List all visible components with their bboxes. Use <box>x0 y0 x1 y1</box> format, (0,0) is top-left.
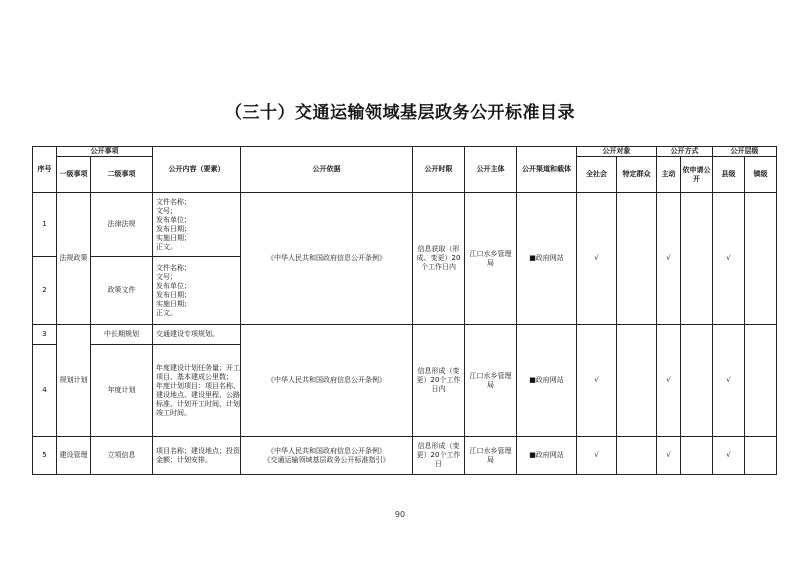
obj-all-cell: √ <box>577 325 617 437</box>
header-level-group: 公开层级 <box>713 147 777 157</box>
level2-cell: 立项信息 <box>91 437 153 475</box>
time-limit-cell: 信息形成（变更）20个工作日内 <box>413 325 465 437</box>
content-cell: 交通建设专项规划。 <box>153 325 241 345</box>
obj-specific-cell <box>617 193 657 325</box>
content-cell: 年度建设计划任务量；开工项目、基本建成公里数； 年度计划项目：项目名称、建设地点、建设里程、公路标准、计划开工时间、计划竣工时间。 <box>153 345 241 437</box>
content-cell: 项目名称；建设地点；投资金额；计划安排。 <box>153 437 241 475</box>
row-seq: 2 <box>33 257 57 325</box>
level2-cell: 法律法规 <box>91 193 153 257</box>
basis-cell: 《中华人民共和国政府信息公开条例》 <box>241 325 413 437</box>
header-items-group: 公开事项 <box>57 147 153 157</box>
page-title: （三十）交通运输领域基层政务公开标准目录 <box>225 103 575 123</box>
level1-cell: 规划计划 <box>57 325 91 437</box>
time-limit-cell: 信息获取（形成、变更）20个工作日内 <box>413 193 465 325</box>
header-level2: 二级事项 <box>91 157 153 193</box>
row-seq: 4 <box>33 345 57 437</box>
level1-cell: 建设管理 <box>57 437 91 475</box>
page-number: 90 <box>394 510 406 519</box>
basis-cell: 《中华人民共和国政府信息公开条例》 <box>241 193 413 325</box>
subject-cell: 江口水乡管理局 <box>465 437 517 475</box>
level-county-cell: √ <box>713 193 745 325</box>
subject-cell: 江口水乡管理局 <box>465 325 517 437</box>
method-apply-cell <box>681 193 713 325</box>
table-row <box>33 437 777 475</box>
standard-catalog-table <box>32 146 777 475</box>
channel-cell: ■政府网站 <box>517 193 577 325</box>
header-obj-specific: 特定群众 <box>617 157 657 193</box>
method-apply-cell <box>681 437 713 475</box>
method-active-cell: √ <box>657 325 681 437</box>
header-method-apply: 依申请公开 <box>681 157 713 193</box>
header-level-county: 县级 <box>713 157 745 193</box>
table-row <box>33 193 777 257</box>
level2-cell: 政策文件 <box>91 257 153 325</box>
level-town-cell <box>745 193 777 325</box>
table-row <box>33 325 777 345</box>
header-level1: 一级事项 <box>57 157 91 193</box>
obj-all-cell: √ <box>577 193 617 325</box>
header-object-group: 公开对象 <box>577 147 657 157</box>
channel-cell: ■政府网站 <box>517 437 577 475</box>
header-subject: 公开主体 <box>465 147 517 193</box>
content-cell: 文件名称； 文号； 发布单位； 发布日期； 实施日期； 正文。 <box>153 193 241 257</box>
header-time-limit: 公开时限 <box>413 147 465 193</box>
level2-cell: 年度计划 <box>91 345 153 437</box>
content-cell: 文件名称； 文号； 发布单位； 发布日期； 实施日期； 正文。 <box>153 257 241 325</box>
method-active-cell: √ <box>657 193 681 325</box>
basis-cell: 《中华人民共和国政府信息公开条例》 《交通运输领域基层政务公开标准指引》 <box>241 437 413 475</box>
level-county-cell: √ <box>713 325 745 437</box>
header-method-group: 公开方式 <box>657 147 713 157</box>
header-seq: 序号 <box>33 147 57 193</box>
level-town-cell <box>745 437 777 475</box>
level-town-cell <box>745 325 777 437</box>
channel-cell: ■政府网站 <box>517 325 577 437</box>
subject-cell: 江口水乡管理局 <box>465 193 517 325</box>
header-content: 公开内容（要素） <box>153 147 241 193</box>
obj-specific-cell <box>617 325 657 437</box>
header-level-town: 镇级 <box>745 157 777 193</box>
obj-specific-cell <box>617 437 657 475</box>
method-apply-cell <box>681 325 713 437</box>
header-obj-all: 全社会 <box>577 157 617 193</box>
header-channel: 公开渠道和载体 <box>517 147 577 193</box>
level1-cell: 法规政策 <box>57 193 91 325</box>
level2-cell: 中长期规划 <box>91 325 153 345</box>
row-seq: 5 <box>33 437 57 475</box>
row-seq: 1 <box>33 193 57 257</box>
header-basis: 公开依据 <box>241 147 413 193</box>
level-county-cell: √ <box>713 437 745 475</box>
time-limit-cell: 信息形成（变更）20个工作日 <box>413 437 465 475</box>
row-seq: 3 <box>33 325 57 345</box>
method-active-cell: √ <box>657 437 681 475</box>
obj-all-cell: √ <box>577 437 617 475</box>
header-method-active: 主动 <box>657 157 681 193</box>
